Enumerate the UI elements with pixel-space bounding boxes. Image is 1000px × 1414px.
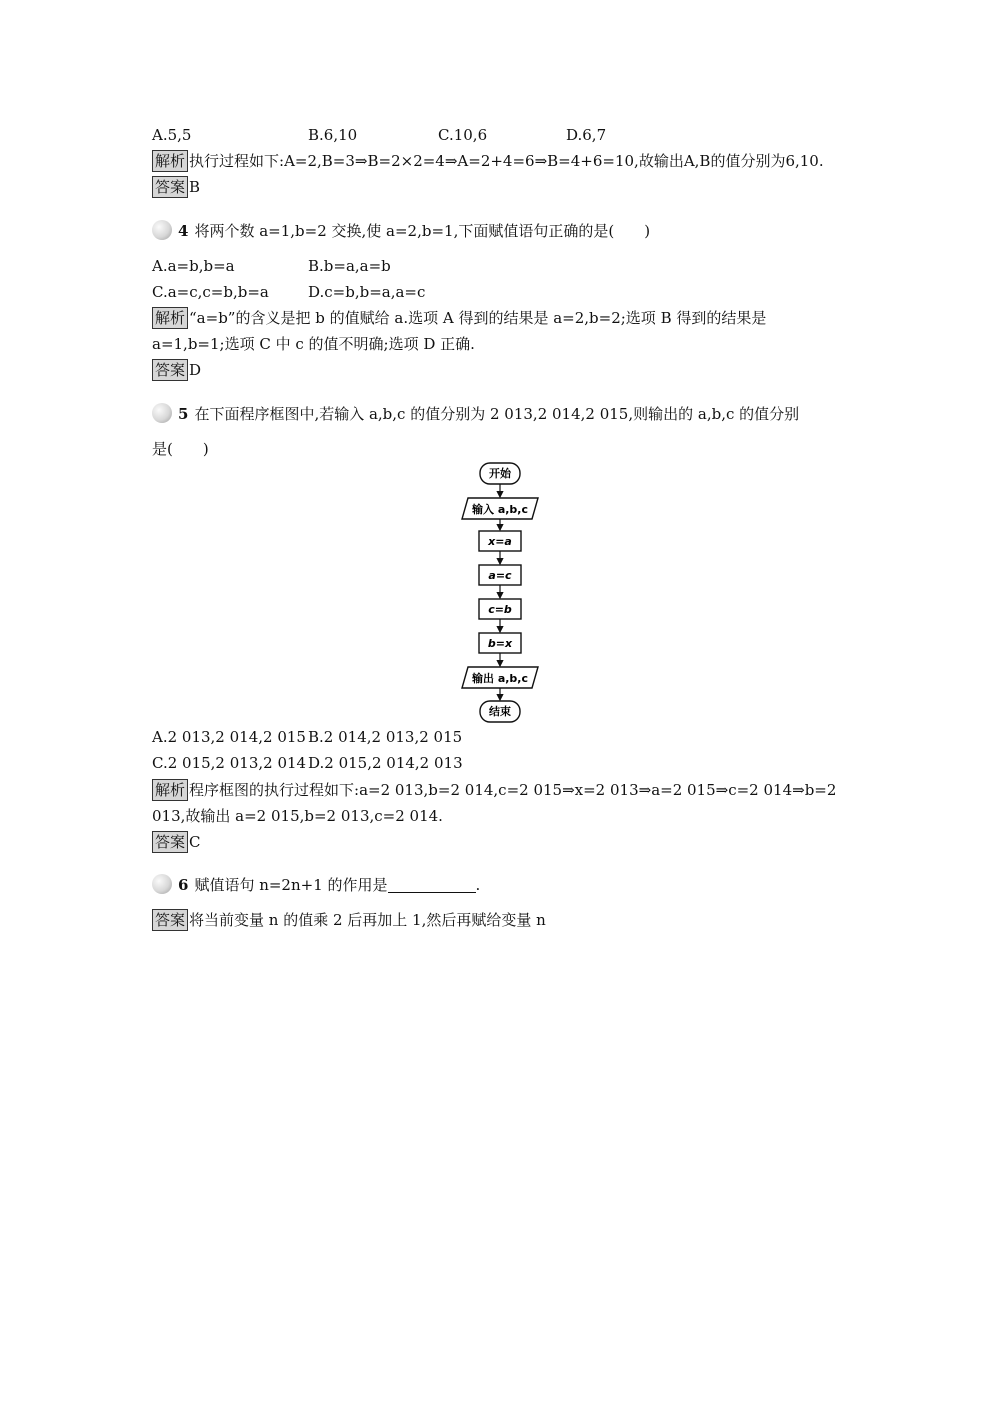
q3-answer-text: B bbox=[189, 178, 201, 196]
q4-answer bbox=[152, 359, 201, 381]
flowchart-output-label: 输出 a,b,c bbox=[471, 672, 529, 685]
q6-stem-end: . bbox=[475, 876, 481, 894]
answer-tag: 答案 bbox=[152, 831, 188, 853]
flowchart-step-label: x=a bbox=[488, 535, 512, 548]
q4-option-b: B.b=a,a=b bbox=[308, 257, 391, 275]
flowchart-step-label: b=x bbox=[487, 637, 513, 650]
q4-analysis-line2 bbox=[152, 333, 475, 355]
q4-option-d: D.c=b,b=a,a=c bbox=[308, 283, 426, 301]
q5-stem-text-2: 是( ) bbox=[152, 440, 209, 458]
answer-tag: 答案 bbox=[152, 909, 188, 931]
q4-option-a: A.a=b,b=a bbox=[152, 257, 235, 275]
q3-options bbox=[152, 124, 852, 146]
q5-stem-line2 bbox=[152, 438, 209, 460]
q5-number: 5 bbox=[178, 405, 189, 423]
q5-option-c: C.2 015,2 013,2 014 bbox=[152, 754, 307, 772]
q4-answer-text: D bbox=[189, 361, 202, 379]
q5-options-row1 bbox=[152, 726, 552, 748]
flowchart bbox=[450, 455, 550, 725]
flowchart-step-label: c=b bbox=[488, 603, 512, 616]
q4-analysis-text-2: a=1,b=1;选项 C 中 c 的值不明确;选项 D 正确. bbox=[152, 335, 475, 353]
flowchart-input-label: 输入 a,b,c bbox=[471, 503, 529, 516]
q5-analysis-text-2: 013,故输出 a=2 015,b=2 013,c=2 014. bbox=[152, 807, 443, 825]
q3-option-b: B.6,10 bbox=[308, 126, 358, 144]
q3-option-c: C.10,6 bbox=[438, 126, 488, 144]
q6-answer bbox=[152, 909, 546, 931]
q5-analysis-line2 bbox=[152, 805, 443, 827]
flowchart-end-label: 结束 bbox=[489, 705, 511, 718]
q5-stem-text-1: 在下面程序框图中,若输入 a,b,c 的值分别为 2 013,2 014,2 015,则输出的 a,b,c 的值分别 bbox=[194, 405, 800, 423]
q5-analysis-line1 bbox=[152, 779, 836, 801]
analysis-tag: 解析 bbox=[152, 779, 188, 801]
q5-options-row2 bbox=[152, 752, 552, 774]
q5-option-b: B.2 014,2 013,2 015 bbox=[308, 728, 463, 746]
q5-analysis-text-1: 程序框图的执行过程如下:a=2 013,b=2 014,c=2 015⇒x=2 013⇒a=2 015⇒c=2 014⇒b=2 bbox=[189, 781, 837, 799]
q5-stem-line1 bbox=[152, 403, 799, 425]
q4-analysis-line1 bbox=[152, 307, 766, 329]
analysis-tag: 解析 bbox=[152, 307, 188, 329]
answer-blank bbox=[388, 876, 476, 893]
flowchart-step-label: a=c bbox=[488, 569, 512, 582]
q4-stem-text: 将两个数 a=1,b=2 交换,使 a=2,b=1,下面赋值语句正确的是( ) bbox=[194, 222, 651, 240]
answer-tag: 答案 bbox=[152, 176, 188, 198]
q5-option-a: A.2 013,2 014,2 015 bbox=[152, 728, 306, 746]
question-bullet-icon bbox=[152, 220, 172, 240]
q3-analysis-text: 执行过程如下:A=2,B=3⇒B=2×2=4⇒A=2+4=6⇒B=4+6=10,故输出A,B的值分别为6,10. bbox=[189, 152, 824, 170]
q4-number: 4 bbox=[178, 222, 189, 240]
q3-option-a: A.5,5 bbox=[152, 126, 192, 144]
q6-number: 6 bbox=[178, 876, 189, 894]
q3-analysis bbox=[152, 150, 824, 172]
q5-answer bbox=[152, 831, 201, 853]
q3-option-d: D.6,7 bbox=[566, 126, 607, 144]
q4-options-row1 bbox=[152, 255, 552, 277]
q4-option-c: C.a=c,c=b,b=a bbox=[152, 283, 269, 301]
flowchart-start-label: 开始 bbox=[489, 467, 511, 480]
answer-tag: 答案 bbox=[152, 359, 188, 381]
q6-answer-text: 将当前变量 n 的值乘 2 后再加上 1,然后再赋给变量 n bbox=[189, 911, 546, 929]
q6-stem bbox=[152, 874, 480, 896]
q4-analysis-text-1: “a=b”的含义是把 b 的值赋给 a.选项 A 得到的结果是 a=2,b=2;选项 B 得到的结果是 bbox=[189, 309, 767, 327]
q3-answer bbox=[152, 176, 200, 198]
q6-stem-text: 赋值语句 n=2n+1 的作用是 bbox=[194, 876, 388, 894]
question-bullet-icon bbox=[152, 874, 172, 894]
analysis-tag: 解析 bbox=[152, 150, 188, 172]
q5-answer-text: C bbox=[189, 833, 201, 851]
q4-stem bbox=[152, 220, 650, 242]
q5-option-d: D.2 015,2 014,2 013 bbox=[308, 754, 463, 772]
question-bullet-icon bbox=[152, 403, 172, 423]
q4-options-row2 bbox=[152, 281, 552, 303]
